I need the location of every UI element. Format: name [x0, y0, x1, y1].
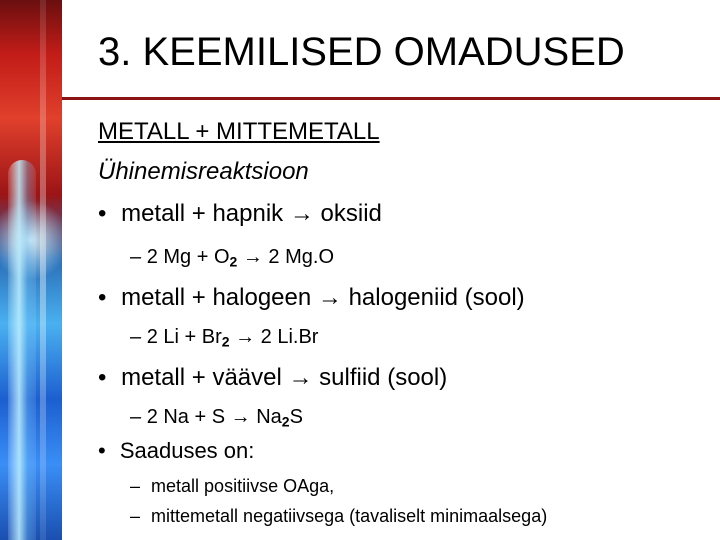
reaction-rhs: oksiid — [320, 200, 382, 227]
example-equation-mg — [130, 246, 334, 269]
section-subheading: Ühinemisreaktsioon — [98, 158, 309, 185]
note-text: metall positiivse OAga, — [151, 476, 335, 496]
dash: – — [130, 406, 142, 428]
decorative-test-tube-image — [0, 0, 62, 540]
reaction-lhs: metall + halogeen — [121, 284, 312, 311]
arrow-icon: → — [288, 364, 313, 391]
dash: – — [130, 476, 141, 496]
arrow-icon: → — [289, 200, 314, 227]
bullet: • — [98, 200, 107, 227]
equation-rhs: 2 Mg.O — [268, 246, 334, 268]
arrow-icon: → — [230, 406, 251, 428]
reaction-lhs: metall + hapnik — [121, 200, 284, 227]
example-equation-li — [130, 326, 318, 349]
equation-rhs: $Na_2S$ — [256, 406, 303, 430]
product-note-metal — [130, 476, 334, 497]
reaction-item-oxide — [98, 200, 382, 228]
dash: – — [130, 326, 142, 348]
equation-rhs: 2 Li.Br — [260, 326, 319, 348]
section-heading: METALL + MITTEMETALL — [98, 118, 380, 145]
example-equation-na — [130, 406, 303, 429]
reaction-lhs: metall + väävel — [121, 364, 282, 391]
reaction-item-halide — [98, 284, 525, 312]
equation-lhs: 2 $Mg + O_2$ — [146, 246, 238, 270]
products-heading — [98, 438, 254, 464]
reaction-rhs: halogeniid (sool) — [348, 284, 525, 311]
dash: – — [130, 506, 141, 526]
arrow-icon: → — [242, 246, 263, 268]
arrow-icon: → — [317, 284, 342, 311]
bullet: • — [98, 284, 107, 311]
note-text: mittemetall negatiivsega (tavaliselt minimaalsega) — [151, 506, 548, 526]
slide-title: 3. KEEMILISED OMADUSED — [98, 30, 625, 74]
test-tube — [8, 160, 36, 540]
product-note-nonmetal — [130, 506, 547, 527]
bullet: • — [98, 364, 107, 391]
tube-highlight — [40, 0, 46, 540]
arrow-icon: → — [235, 326, 256, 348]
reaction-item-sulfide — [98, 364, 447, 392]
bullet: • — [98, 438, 106, 463]
products-label: Saaduses on: — [119, 438, 255, 463]
equation-lhs: 2 $Li + Br_2$ — [146, 326, 230, 350]
title-divider — [62, 97, 720, 100]
equation-lhs: 2 Na + S — [146, 406, 226, 428]
reaction-rhs: sulfiid (sool) — [319, 364, 448, 391]
dash: – — [130, 246, 142, 268]
